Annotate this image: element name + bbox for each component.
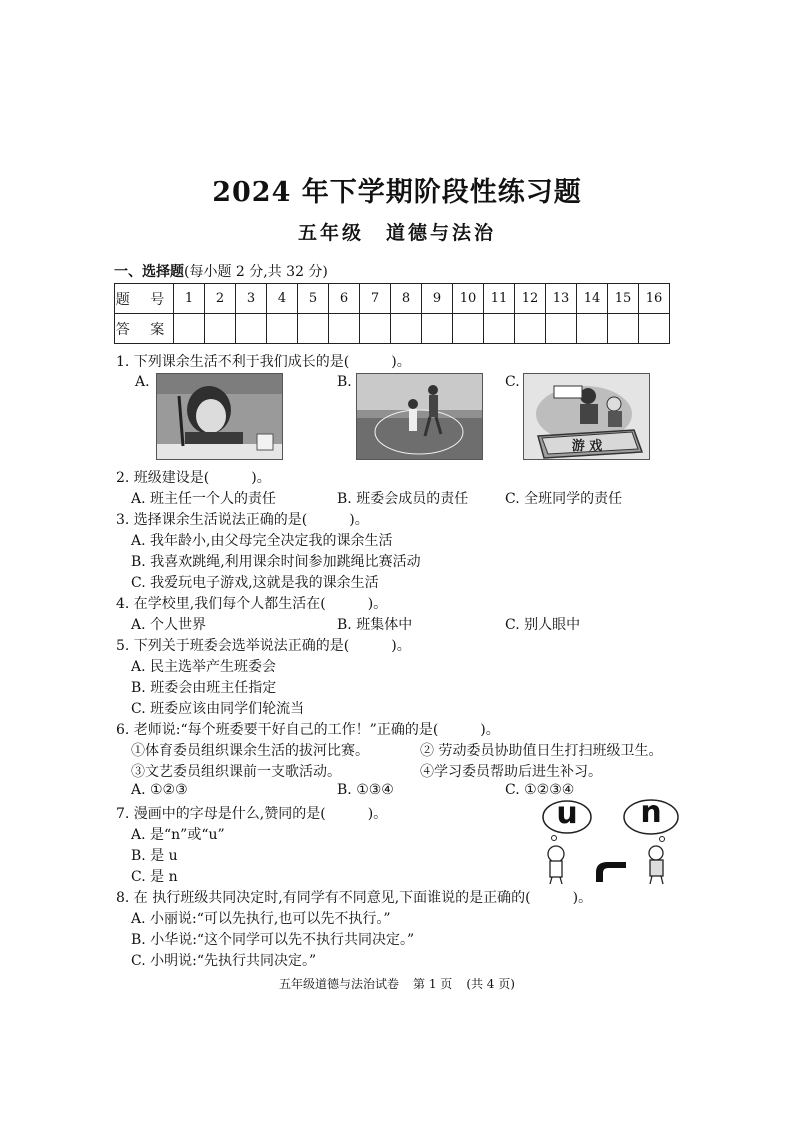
question-8-stem: 8. 在 执行班级共同决定时,有同学有不同意见,下面谁说的是正确的( )。 bbox=[116, 890, 593, 906]
section-heading bbox=[114, 261, 328, 281]
option-a: A. 小丽说:“可以先执行,也可以先不执行。” bbox=[131, 911, 391, 927]
table-head-answer: 答 案 bbox=[115, 314, 174, 344]
option-c: C. bbox=[505, 374, 520, 390]
question-number-cell: 13 bbox=[546, 284, 577, 314]
option-b: B. 班委会成员的责任 bbox=[337, 491, 469, 507]
question-number-cell: 12 bbox=[515, 284, 546, 314]
option-b: B. 班委会由班主任指定 bbox=[131, 680, 277, 696]
option-a: A. bbox=[135, 374, 150, 390]
jump-rope-image bbox=[356, 373, 483, 460]
answer-cell[interactable] bbox=[391, 314, 422, 344]
question-number-cell: 7 bbox=[360, 284, 391, 314]
option-c: C. 小明说:“先执行共同决定。” bbox=[131, 953, 317, 969]
table-head-number: 题 号 bbox=[115, 284, 174, 314]
page-title: 2024 年下学期阶段性练习题 bbox=[212, 177, 582, 208]
option-b: B. 我喜欢跳绳,利用课余时间参加跳绳比赛活动 bbox=[131, 554, 421, 570]
question-number-cell: 11 bbox=[484, 284, 515, 314]
question-6-stem: 6. 老师说:“每个班委要干好自己的工作！”正确的是( )。 bbox=[116, 722, 500, 738]
question-number-cell: 15 bbox=[608, 284, 639, 314]
question-7-stem: 7. 漫画中的字母是什么,赞同的是( )。 bbox=[116, 806, 388, 822]
question-4-stem: 4. 在学校里,我们每个人都生活在( )。 bbox=[116, 596, 388, 612]
option-a: A. 个人世界 bbox=[131, 617, 207, 633]
answer-cell[interactable] bbox=[639, 314, 670, 344]
bubble-letter-left: u bbox=[556, 796, 578, 831]
section-note: (每小题 2 分,共 32 分) bbox=[184, 264, 328, 280]
answer-cell[interactable] bbox=[298, 314, 329, 344]
option-b: B. 小华说:“这个同学可以先不执行共同决定。” bbox=[131, 932, 415, 948]
answer-cell[interactable] bbox=[236, 314, 267, 344]
letter-cartoon-image bbox=[534, 795, 684, 884]
answer-cell[interactable] bbox=[608, 314, 639, 344]
answer-cell[interactable] bbox=[422, 314, 453, 344]
option-b: B. 班集体中 bbox=[337, 617, 413, 633]
statement-2: ② 劳动委员协助值日生打扫班级卫生。 bbox=[420, 743, 663, 759]
page-subtitle: 五年级 道德与法治 bbox=[297, 222, 496, 244]
answer-cell[interactable] bbox=[484, 314, 515, 344]
question-number-cell: 1 bbox=[174, 284, 205, 314]
question-number-cell: 2 bbox=[205, 284, 236, 314]
girl-painting-image bbox=[156, 373, 283, 460]
option-a: A. 是“n”或“u” bbox=[131, 827, 225, 843]
page-footer bbox=[0, 975, 794, 992]
question-number-cell: 6 bbox=[329, 284, 360, 314]
question-number-cell: 16 bbox=[639, 284, 670, 314]
statement-4: ④学习委员帮助后进生补习。 bbox=[420, 764, 602, 780]
question-number-cell: 10 bbox=[453, 284, 484, 314]
question-number-cell: 5 bbox=[298, 284, 329, 314]
option-a: A. ①②③ bbox=[131, 782, 188, 798]
section-label: 一、选择题 bbox=[114, 264, 184, 280]
option-a: A. 我年龄小,由父母完全决定我的课余生活 bbox=[131, 533, 393, 549]
option-c: C. ①②③④ bbox=[505, 782, 575, 798]
option-b: B. bbox=[337, 374, 352, 390]
video-game-cartoon-image bbox=[523, 373, 650, 460]
question-number-cell: 4 bbox=[267, 284, 298, 314]
option-c: C. 别人眼中 bbox=[505, 617, 581, 633]
game-label: 游 戏 bbox=[571, 439, 603, 454]
footer-page-number: 第 1 页 bbox=[413, 977, 453, 991]
question-3-stem: 3. 选择课余生活说法正确的是( )。 bbox=[116, 512, 369, 528]
footer-page-total: (共 4 页) bbox=[466, 977, 515, 991]
answer-cell[interactable] bbox=[360, 314, 391, 344]
table-row bbox=[115, 284, 670, 314]
answer-cell[interactable] bbox=[329, 314, 360, 344]
question-number-cell: 9 bbox=[422, 284, 453, 314]
table-row bbox=[115, 314, 670, 344]
question-number-cell: 14 bbox=[577, 284, 608, 314]
statement-1: ①体育委员组织课余生活的拔河比赛。 bbox=[131, 743, 369, 759]
footer-paper-name: 五年级道德与法治试卷 bbox=[279, 977, 400, 991]
option-b: B. 是 u bbox=[131, 848, 178, 864]
answer-table bbox=[114, 283, 670, 344]
answer-cell[interactable] bbox=[174, 314, 205, 344]
option-c: C. 我爱玩电子游戏,这就是我的课余生活 bbox=[131, 575, 379, 591]
option-b: B. ①③④ bbox=[337, 782, 394, 798]
question-2-stem: 2. 班级建设是( )。 bbox=[116, 470, 271, 486]
answer-cell[interactable] bbox=[267, 314, 298, 344]
answer-cell[interactable] bbox=[515, 314, 546, 344]
question-5-stem: 5. 下列关于班委会选举说法正确的是( )。 bbox=[116, 638, 411, 654]
option-c: C. 是 n bbox=[131, 869, 178, 885]
bubble-letter-right: n bbox=[640, 795, 662, 830]
answer-cell[interactable] bbox=[577, 314, 608, 344]
question-number-cell: 3 bbox=[236, 284, 267, 314]
statement-3: ③文艺委员组织课前一支歌活动。 bbox=[131, 764, 341, 780]
question-1-stem: 1. 下列课余生活不利于我们成长的是( )。 bbox=[116, 354, 411, 370]
answer-cell[interactable] bbox=[205, 314, 236, 344]
question-number-cell: 8 bbox=[391, 284, 422, 314]
answer-cell[interactable] bbox=[453, 314, 484, 344]
option-a: A. 班主任一个人的责任 bbox=[131, 491, 277, 507]
option-a: A. 民主选举产生班委会 bbox=[131, 659, 277, 675]
option-c: C. 班委应该由同学们轮流当 bbox=[131, 701, 305, 717]
option-c: C. 全班同学的责任 bbox=[505, 491, 623, 507]
answer-cell[interactable] bbox=[546, 314, 577, 344]
